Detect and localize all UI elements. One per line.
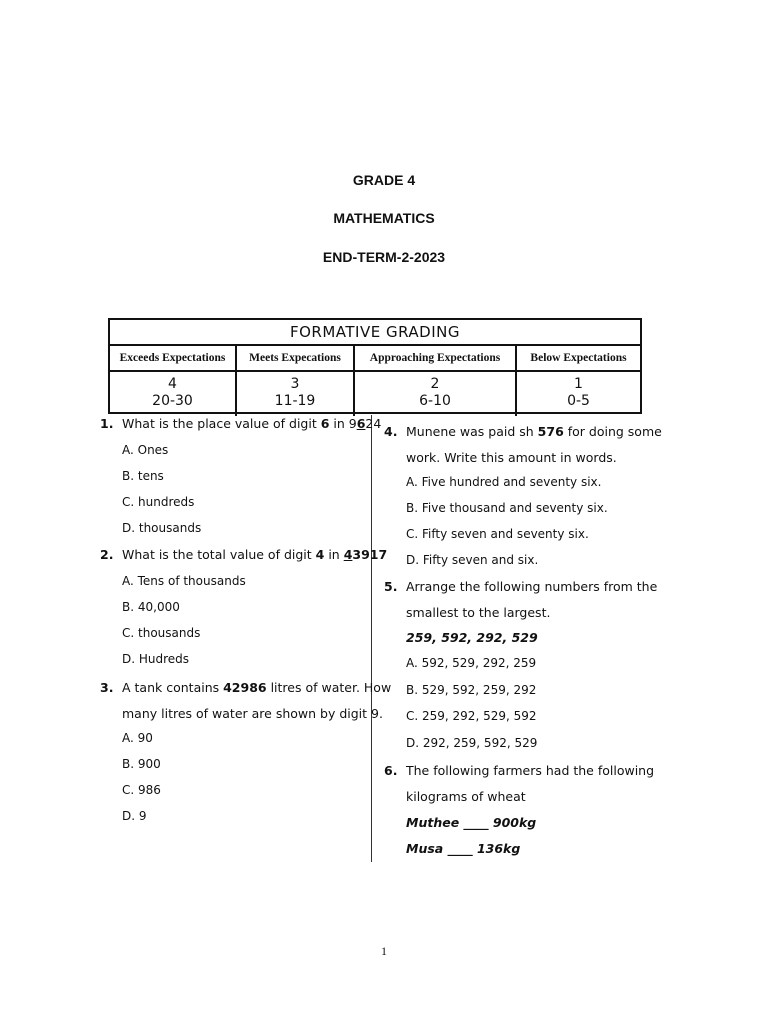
grading-range: 0-5 bbox=[567, 393, 590, 409]
farmer-weight: 900kg bbox=[492, 815, 537, 830]
question-number: 2. bbox=[100, 547, 114, 562]
grading-values-row bbox=[110, 372, 640, 416]
question-5-numbers: 259, 592, 292, 529 bbox=[406, 630, 538, 645]
question-text: Arrange the following numbers from the bbox=[406, 579, 658, 594]
question-text: What is the total value of digit bbox=[122, 547, 316, 562]
grading-range: 20-30 bbox=[152, 393, 193, 409]
grade-heading: GRADE 4 bbox=[352, 172, 416, 188]
question-4 bbox=[384, 424, 662, 439]
question-5 bbox=[384, 579, 657, 594]
grading-value-cell bbox=[110, 372, 237, 416]
q4-option-d: D. Fifty seven and six. bbox=[406, 553, 539, 567]
q1-option-d: D. thousands bbox=[122, 521, 202, 535]
q3-option-d: D. 9 bbox=[122, 809, 147, 823]
underlined-digit: 6 bbox=[356, 416, 366, 431]
q5-option-c: C. 259, 292, 529, 592 bbox=[406, 709, 537, 723]
question-text: litres of water. How bbox=[266, 680, 392, 695]
question-6-line-2: kilograms of wheat bbox=[406, 789, 526, 804]
q4-option-b: B. Five thousand and seventy six. bbox=[406, 501, 608, 515]
grading-range: 11-19 bbox=[274, 393, 316, 409]
grading-level: 4 bbox=[168, 376, 177, 392]
question-number: 6. bbox=[384, 763, 398, 778]
q3-option-b: B. 900 bbox=[122, 757, 161, 771]
grading-value-cell bbox=[355, 372, 517, 416]
formative-grading-table bbox=[108, 318, 642, 414]
grading-label: Meets Expecations bbox=[237, 346, 355, 370]
grading-level: 2 bbox=[430, 376, 440, 392]
q2-option-c: C. thousands bbox=[122, 626, 201, 640]
grading-label: Below Expectations bbox=[530, 352, 627, 364]
grading-title: FORMATIVE GRADING bbox=[110, 320, 640, 346]
q3-option-c: C. 986 bbox=[122, 783, 161, 797]
question-1 bbox=[100, 416, 381, 431]
column-divider bbox=[371, 415, 372, 862]
farmer-name: Muthee ____ bbox=[406, 815, 489, 830]
question-6 bbox=[384, 763, 654, 778]
grading-label: Approaching Expectations bbox=[355, 346, 517, 370]
page-number: 1 bbox=[381, 944, 387, 958]
farmer-row bbox=[406, 815, 536, 830]
grading-value-cell bbox=[517, 372, 640, 416]
question-text: for doing some bbox=[563, 424, 662, 439]
subject-heading: MATHEMATICS bbox=[333, 210, 435, 226]
question-digit: 6 bbox=[320, 416, 330, 431]
q4-option-c: C. Fifty seven and seventy six. bbox=[406, 527, 589, 541]
question-text: What is the place value of digit bbox=[122, 416, 321, 431]
q5-option-b: B. 529, 592, 259, 292 bbox=[406, 683, 537, 697]
grading-level: 3 bbox=[290, 376, 300, 392]
q5-option-d: D. 292, 259, 592, 529 bbox=[406, 736, 538, 750]
question-number: 1. bbox=[100, 416, 114, 431]
question-text: The following farmers had the following bbox=[406, 763, 655, 778]
question-text: A tank contains bbox=[122, 680, 224, 695]
grading-labels-row bbox=[110, 346, 640, 372]
q1-option-a: A. Ones bbox=[122, 443, 169, 457]
q1-option-b: B. tens bbox=[122, 469, 164, 483]
farmer-name: Musa ____ bbox=[406, 841, 473, 856]
question-number: 3. bbox=[100, 680, 114, 695]
question-text: in 9 bbox=[329, 416, 357, 431]
q3-option-a: A. 90 bbox=[122, 731, 153, 745]
question-3 bbox=[100, 680, 391, 695]
question-3-line-2: many litres of water are shown by digit 9. bbox=[122, 706, 383, 721]
question-5-line-2: smallest to the largest. bbox=[406, 605, 551, 620]
question-4-line-2: work. Write this amount in words. bbox=[406, 450, 617, 465]
question-digit: 4 bbox=[315, 547, 325, 562]
grading-label: Exceeds Expectations bbox=[110, 346, 237, 370]
question-number: 5. bbox=[384, 579, 398, 594]
question-text: Munene was paid sh bbox=[406, 424, 538, 439]
question-text: in bbox=[324, 547, 344, 562]
question-2 bbox=[100, 547, 387, 562]
grading-level: 1 bbox=[574, 376, 583, 392]
question-number-value: 42986 bbox=[223, 680, 267, 695]
q2-option-d: D. Hudreds bbox=[122, 652, 190, 666]
grading-range: 6-10 bbox=[419, 393, 451, 409]
question-text: 3917 bbox=[352, 547, 388, 562]
q4-option-a: A. Five hundred and seventy six. bbox=[406, 475, 602, 489]
question-text: 24 bbox=[365, 416, 382, 431]
q2-option-b: B. 40,000 bbox=[122, 600, 180, 614]
farmer-weight: 136kg bbox=[476, 841, 521, 856]
q2-option-a: A. Tens of thousands bbox=[122, 574, 246, 588]
question-number: 4. bbox=[384, 424, 398, 439]
farmer-row bbox=[406, 841, 520, 856]
term-heading: END-TERM-2-2023 bbox=[322, 249, 446, 265]
q1-option-c: C. hundreds bbox=[122, 495, 195, 509]
q5-option-a: A. 592, 529, 292, 259 bbox=[406, 656, 537, 670]
question-amount: 576 bbox=[537, 424, 564, 439]
underlined-digit: 4 bbox=[343, 547, 353, 562]
grading-value-cell bbox=[237, 372, 355, 416]
